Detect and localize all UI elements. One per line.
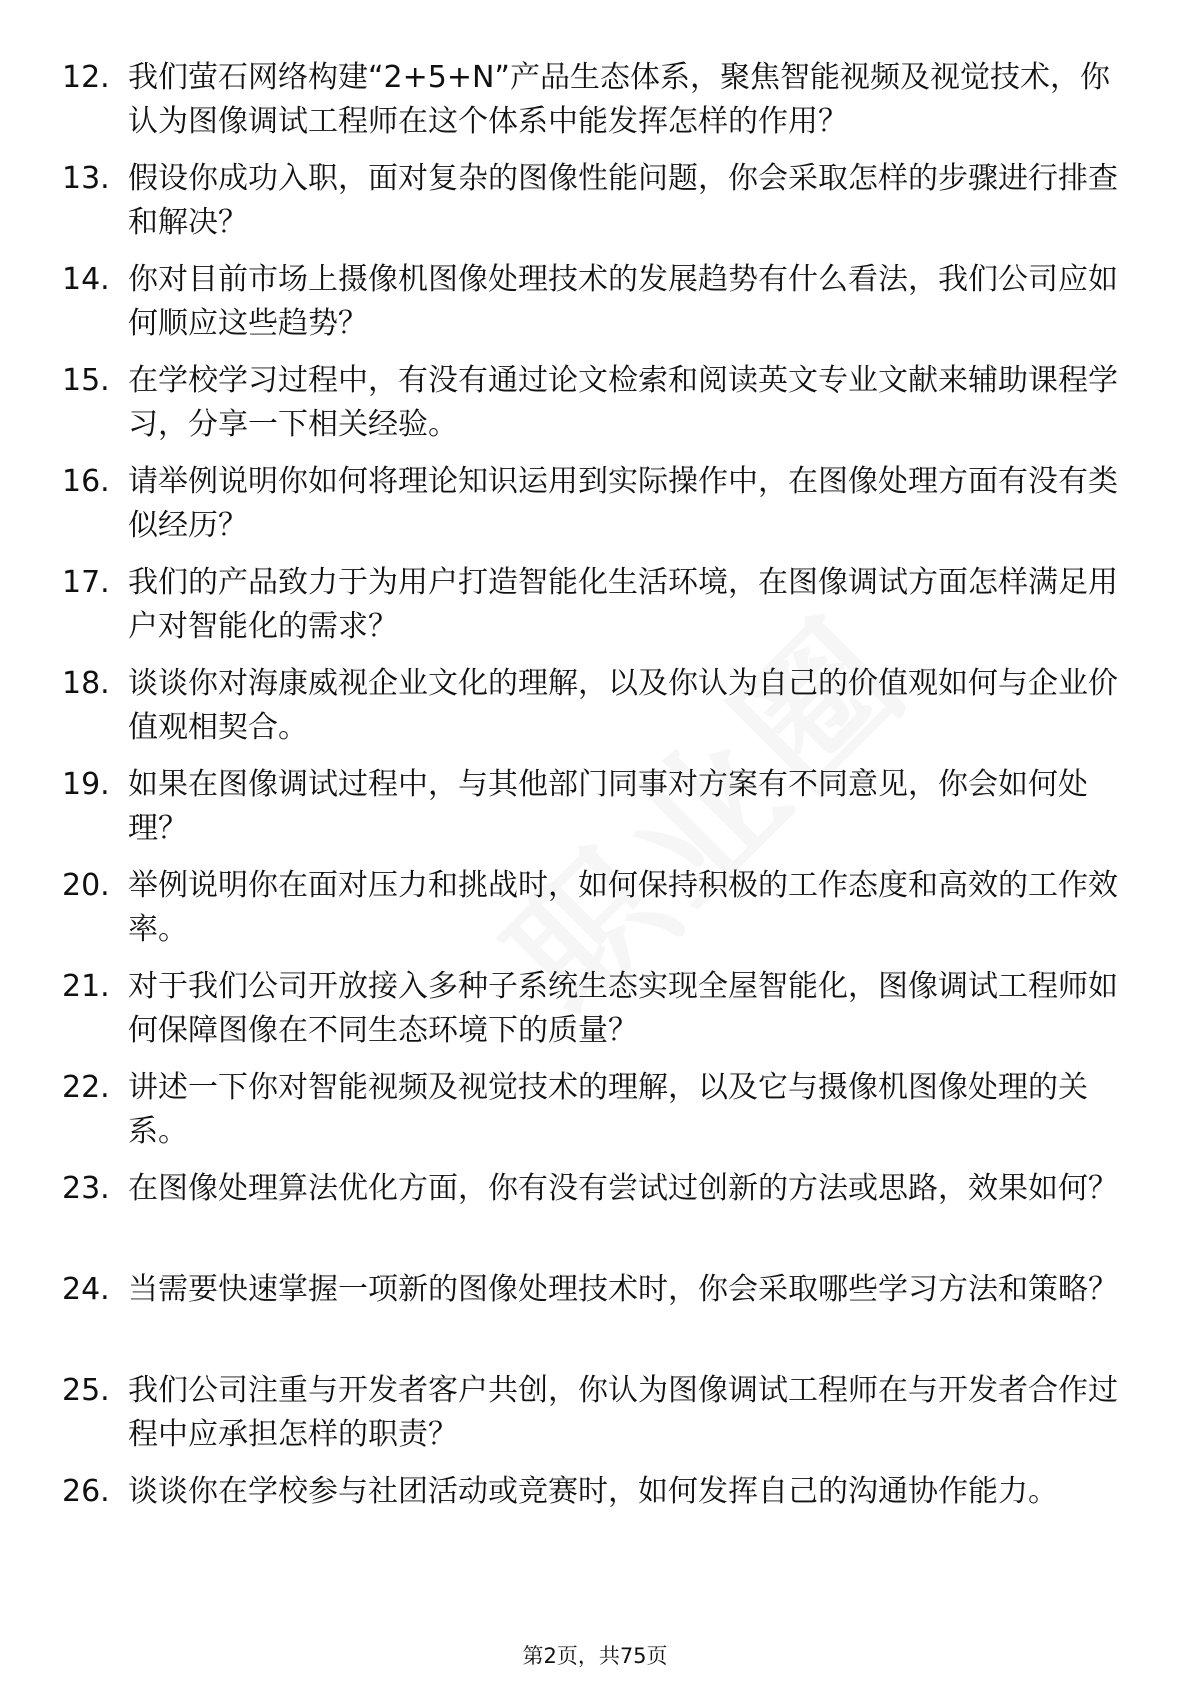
question-list (0, 50, 1190, 1565)
question-number: 19. (62, 767, 110, 802)
question-text: 如果在图像调试过程中，与其他部门同事对方案有不同意见，你会如何处理？ (128, 767, 1088, 846)
question-number: 20. (62, 868, 110, 903)
question-item (0, 1464, 1190, 1564)
question-item (0, 1363, 1190, 1463)
question-item (0, 757, 1190, 857)
question-item (0, 1060, 1190, 1160)
question-number: 21. (62, 969, 110, 1004)
question-text: 在图像处理算法优化方面，你有没有尝试过创新的方法或思路，效果如何？ (128, 1171, 1118, 1206)
question-text: 请举例说明你如何将理论知识运用到实际操作中，在图像处理方面有没有类似经历？ (128, 464, 1118, 543)
question-text: 我们的产品致力于为用户打造智能化生活环境，在图像调试方面怎样满足用户对智能化的需求？ (128, 565, 1118, 644)
question-text: 谈谈你在学校参与社团活动或竞赛时，如何发挥自己的沟通协作能力。 (128, 1474, 1058, 1509)
question-text: 当需要快速掌握一项新的图像处理技术时，你会采取哪些学习方法和策略？ (128, 1272, 1118, 1307)
question-item (0, 252, 1190, 352)
question-text: 讲述一下你对智能视频及视觉技术的理解，以及它与摄像机图像处理的关系。 (128, 1070, 1088, 1149)
page-footer: 第2页，共75页 (522, 1644, 668, 1668)
question-number: 26. (62, 1474, 110, 1509)
question-item (0, 959, 1190, 1059)
question-item (0, 454, 1190, 554)
question-number: 22. (62, 1070, 110, 1105)
question-text: 对于我们公司开放接入多种子系统生态实现全屋智能化，图像调试工程师如何保障图像在不同生态环境下的质量？ (128, 969, 1118, 1048)
question-item (0, 151, 1190, 251)
question-number: 17. (62, 565, 110, 600)
question-number: 13. (62, 161, 110, 196)
question-number: 14. (62, 262, 110, 297)
question-item (0, 50, 1190, 150)
question-number: 24. (62, 1272, 110, 1307)
question-text: 我们公司注重与开发者客户共创，你认为图像调试工程师在与开发者合作过程中应承担怎样的职责？ (128, 1373, 1118, 1452)
question-text: 我们萤石网络构建“2+5+N”产品生态体系，聚焦智能视频及视觉技术，你认为图像调试工程师在这个体系中能发挥怎样的作用？ (128, 60, 1110, 139)
question-item (0, 656, 1190, 756)
question-number: 25. (62, 1373, 110, 1408)
question-item (0, 1161, 1190, 1261)
question-text: 假设你成功入职，面对复杂的图像性能问题，你会采取怎样的步骤进行排查和解决？ (128, 161, 1118, 240)
question-number: 18. (62, 666, 110, 701)
question-number: 23. (62, 1171, 110, 1206)
question-text: 谈谈你对海康威视企业文化的理解，以及你认为自己的价值观如何与企业价值观相契合。 (128, 666, 1118, 745)
question-number: 12. (62, 60, 110, 95)
question-item (0, 353, 1190, 453)
question-item (0, 555, 1190, 655)
question-text: 在学校学习过程中，有没有通过论文检索和阅读英文专业文献来辅助课程学习，分享一下相关经验。 (128, 363, 1118, 442)
question-item (0, 858, 1190, 958)
question-number: 16. (62, 464, 110, 499)
question-number: 15. (62, 363, 110, 398)
question-text: 举例说明你在面对压力和挑战时，如何保持积极的工作态度和高效的工作效率。 (128, 868, 1118, 947)
question-text: 你对目前市场上摄像机图像处理技术的发展趋势有什么看法，我们公司应如何顺应这些趋势？ (128, 262, 1118, 341)
question-item (0, 1262, 1190, 1362)
